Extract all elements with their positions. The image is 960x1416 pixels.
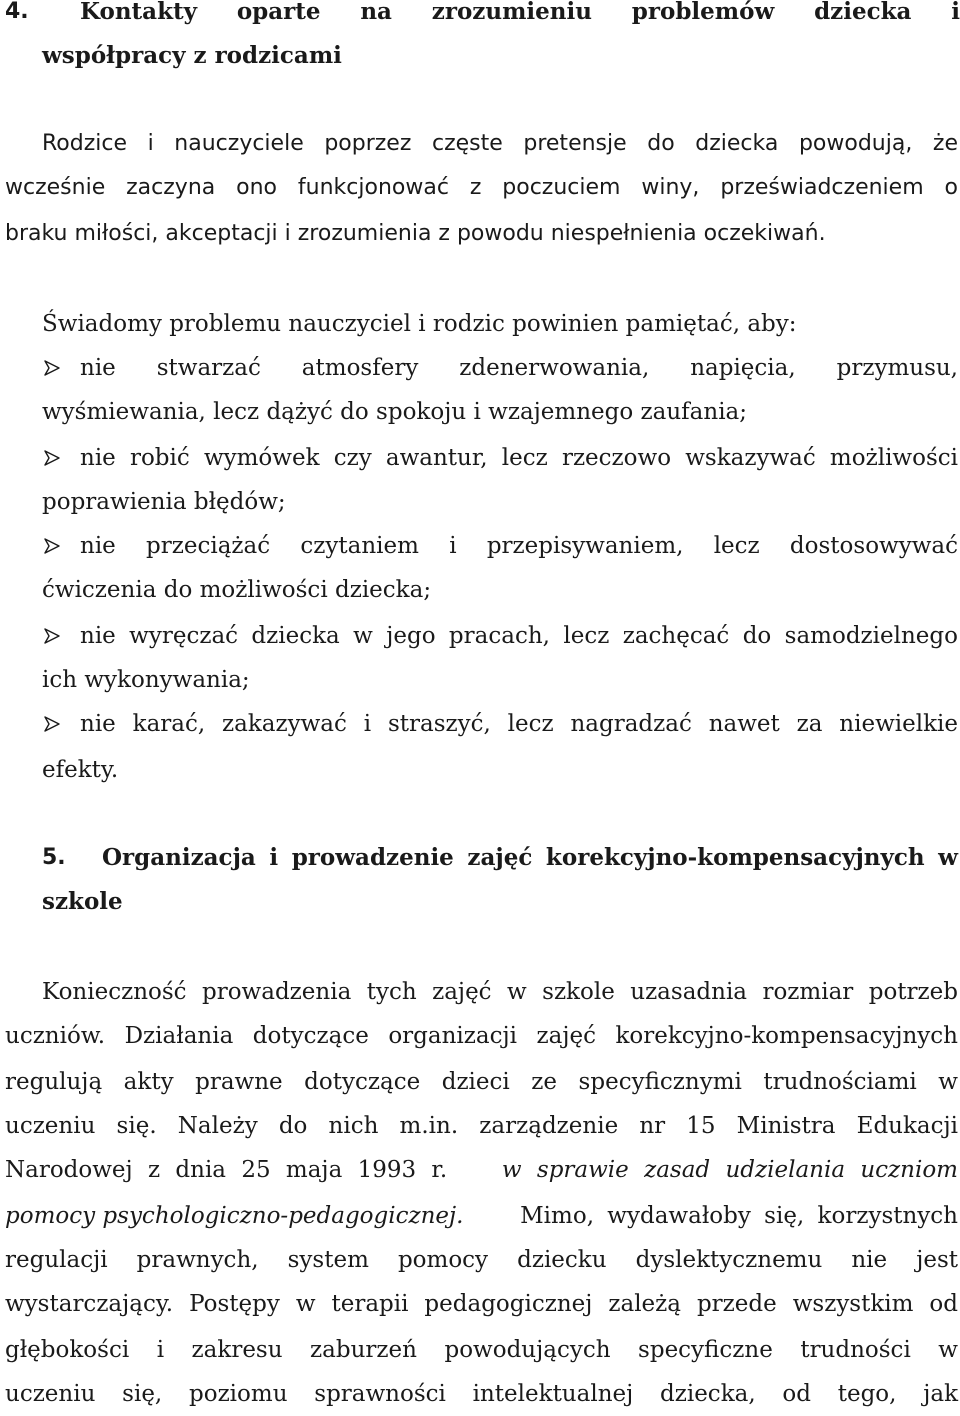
arrowhead-bullet-icon (44, 716, 60, 732)
section-5-heading (0, 836, 960, 880)
bullet-item-continuation: ćwiczenia do możliwości dziecka; (42, 577, 432, 603)
heading-word: oparte (236, 0, 321, 25)
section-5-text-line: głębokości i zakresu zaburzeń powodujących specyficzne trudności w (5, 1337, 958, 1363)
section-5-text-line: uczniów. Działania dotyczące organizacji zajęć korekcyjno-kompensacyjnych (5, 1023, 958, 1049)
text-italic-regulation-title: w sprawie zasad udzielania uczniom (501, 1157, 958, 1183)
text-plain: Narodowej z dnia 25 maja 1993 r. (5, 1157, 448, 1183)
text-plain: Mimo, wydawałoby się, korzystnych (520, 1203, 958, 1229)
heading-word: dziecka (814, 0, 912, 25)
section-5-number: 5. (42, 845, 66, 870)
section-4-title-line-1 (80, 0, 960, 34)
paragraph-1-line: braku miłości, akceptacji i zrozumienia z powodu niespełnienia oczekiwań. (5, 221, 826, 246)
heading-word: i (269, 844, 279, 871)
mixed-line (5, 1148, 958, 1192)
bullet-item-continuation: efekty. (42, 757, 119, 783)
heading-word: problemów (631, 0, 775, 25)
bullet-item-continuation: ich wykonywania; (42, 667, 250, 693)
bullet-item: nie przeciążać czytaniem i przepisywaniem, lecz dostosowywać (0, 524, 960, 568)
section-4-title-line-2: współpracy z rodzicami (42, 42, 342, 69)
bullet-item: nie wyręczać dziecka w jego pracach, lecz zachęcać do samodzielnego (0, 614, 960, 658)
mixed-line (5, 1194, 958, 1238)
heading-word: korekcyjno-kompensacyjnych (545, 844, 925, 871)
section-5-text-line: uczeniu się. Należy do nich m.in. zarządzenie nr 15 Ministra Edukacji (5, 1113, 958, 1139)
section-4-heading (0, 0, 960, 34)
heading-word: na (360, 0, 392, 25)
bullet-item-continuation: wyśmiewania, lecz dążyć do spokoju i wzajemnego zaufania; (42, 399, 748, 425)
section-5-text-line (0, 1194, 960, 1238)
section-5-text-line: Konieczność prowadzenia tych zajęć w szkole uzasadnia rozmiar potrzeb (42, 979, 958, 1005)
bullet-item-continuation: poprawienia błędów; (42, 489, 286, 515)
bullet-item: nie karać, zakazywać i straszyć, lecz nagradzać nawet za niewielkie (0, 702, 960, 746)
arrowhead-bullet-icon (44, 360, 60, 376)
section-5-text-line: wystarczający. Postępy w terapii pedagogicznej zależą przede wszystkim od (5, 1291, 958, 1317)
section-5-title-line-1 (102, 836, 958, 880)
paragraph-1-line: wcześnie zaczyna ono funkcjonować z poczuciem winy, przeświadczeniem o (5, 175, 958, 200)
heading-word: i (951, 0, 960, 25)
bullet-item: nie stwarzać atmosfery zdenerwowania, napięcia, przymusu, (0, 346, 960, 390)
section-5-text-line: uczeniu się, poziomu sprawności intelektualnej dziecka, od tego, jak (5, 1381, 958, 1407)
section-5-text-line: regulacji prawnych, system pomocy dziecku dyslektycznemu nie jest (5, 1247, 958, 1273)
paragraph-1-line (0, 122, 960, 166)
heading-word: Kontakty (80, 0, 197, 25)
section-5-text-line: regulują akty prawne dotyczące dzieci ze specyficznymi trudnościami w (5, 1069, 958, 1095)
bullet-item: nie robić wymówek czy awantur, lecz rzeczowo wskazywać możliwości (0, 436, 960, 480)
justified-text (42, 122, 958, 166)
section-5-text-line (0, 1148, 960, 1192)
section-4-number: 4. (5, 0, 29, 24)
heading-word: zrozumieniu (431, 0, 592, 25)
heading-word: zajęć (467, 844, 533, 871)
heading-word: prowadzenie (291, 844, 454, 871)
arrowhead-bullet-icon (44, 628, 60, 644)
section-5-title-line-2: szkole (42, 888, 123, 915)
arrowhead-bullet-icon (44, 450, 60, 466)
bullet-list-intro: Świadomy problemu nauczyciel i rodzic powinien pamiętać, aby: (42, 311, 797, 337)
heading-word: w (938, 844, 958, 871)
text-line: Rodzice i nauczyciele poprzez częste pretensje do dziecka powodują, że (42, 131, 958, 156)
heading-word: Organizacja (102, 844, 256, 871)
text-italic-regulation-title: pomocy psychologiczno-pedagogicznej. (5, 1203, 464, 1229)
arrowhead-bullet-icon (44, 538, 60, 554)
